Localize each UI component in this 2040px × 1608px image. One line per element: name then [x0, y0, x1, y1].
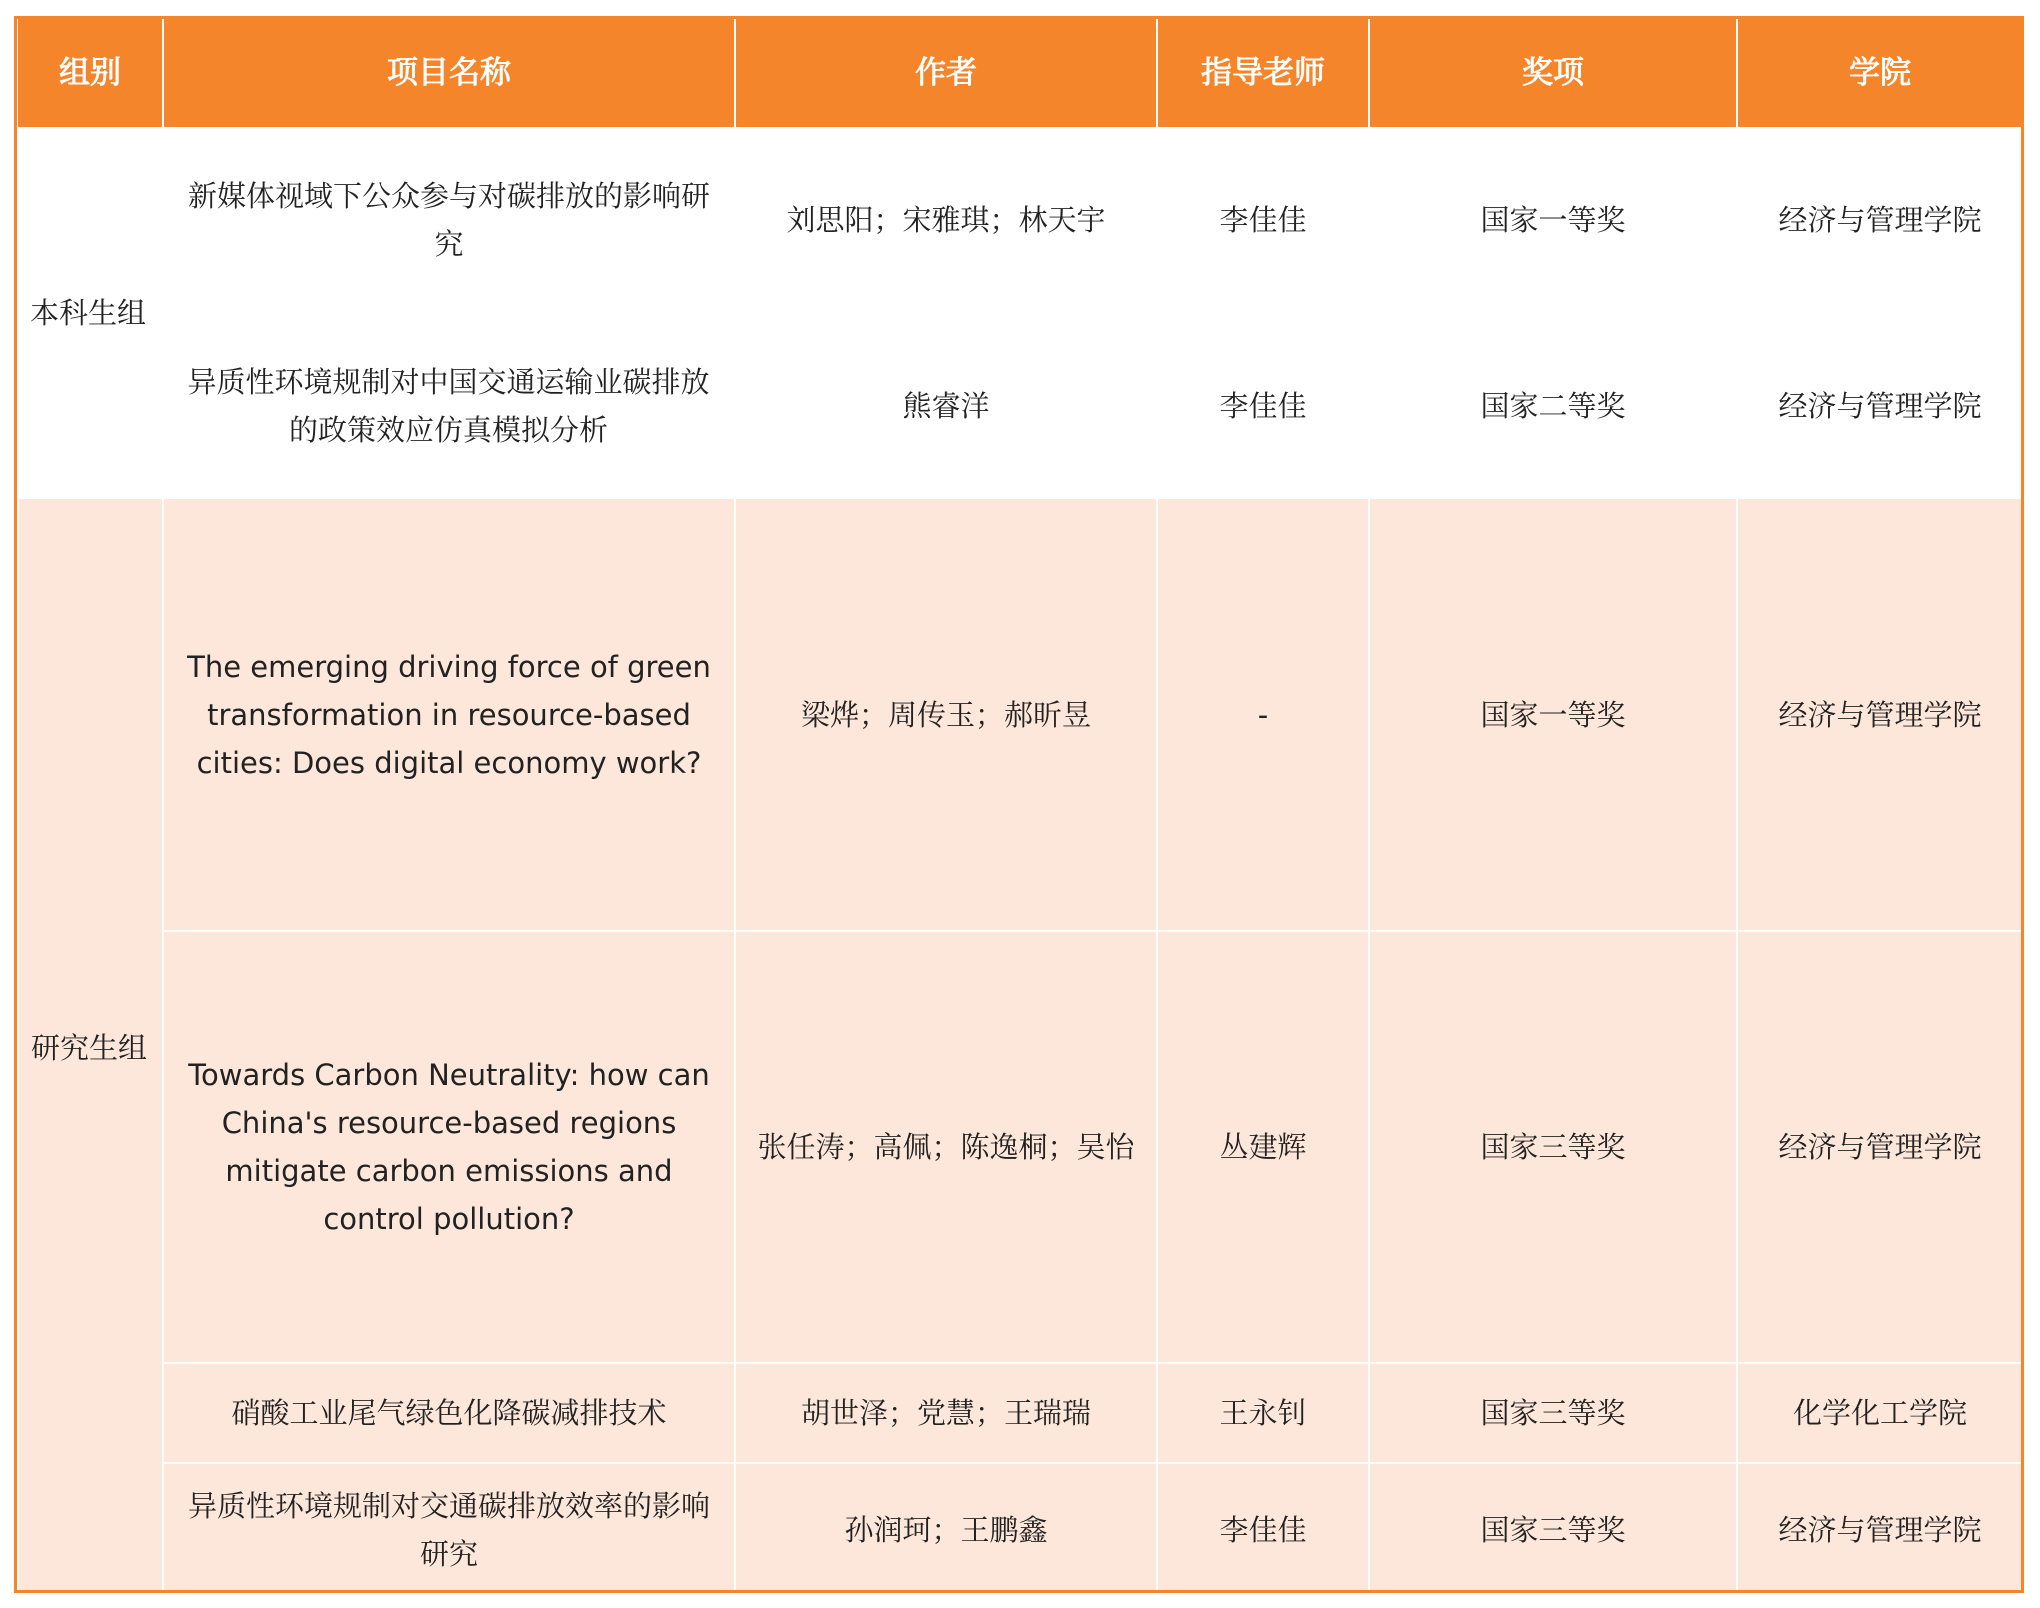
table-row	[18, 313, 2022, 499]
authors-cell: 熊睿洋	[735, 313, 1157, 499]
award-cell: 国家三等奖	[1369, 931, 1737, 1363]
authors-cell: 梁烨；周传玉；郝昕昱	[735, 499, 1157, 931]
award-cell: 国家一等奖	[1369, 127, 1737, 313]
header-project: 项目名称	[163, 19, 735, 127]
table-row	[18, 1363, 2022, 1463]
header-group: 组别	[18, 19, 163, 127]
award-cell: 国家三等奖	[1369, 1363, 1737, 1463]
school-cell: 经济与管理学院	[1737, 127, 2022, 313]
awards-table	[17, 19, 2022, 1593]
authors-cell: 张任涛；高佩；陈逸桐；吴怡	[735, 931, 1157, 1363]
table-header-row	[18, 19, 2022, 127]
advisor-cell: -	[1157, 499, 1369, 931]
awards-table-container	[14, 16, 2024, 1593]
authors-cell: 孙润珂；王鹏鑫	[735, 1463, 1157, 1593]
award-cell: 国家一等奖	[1369, 499, 1737, 931]
school-cell: 经济与管理学院	[1737, 499, 2022, 931]
authors-cell: 刘思阳；宋雅琪；林天宇	[735, 127, 1157, 313]
advisor-cell: 王永钊	[1157, 1363, 1369, 1463]
school-cell: 经济与管理学院	[1737, 1463, 2022, 1593]
project-cell: The emerging driving force of green transformation in resource-based cities: Does digital economy work?	[163, 499, 735, 931]
table-row	[18, 1463, 2022, 1593]
table-row	[18, 127, 2022, 313]
project-cell: 异质性环境规制对交通碳排放效率的影响研究	[163, 1463, 735, 1593]
header-advisor: 指导老师	[1157, 19, 1369, 127]
header-authors: 作者	[735, 19, 1157, 127]
table-row	[18, 499, 2022, 931]
project-cell: 异质性环境规制对中国交通运输业碳排放的政策效应仿真模拟分析	[163, 313, 735, 499]
group-cell-grad: 研究生组	[18, 499, 163, 1593]
advisor-cell: 李佳佳	[1157, 127, 1369, 313]
school-cell: 经济与管理学院	[1737, 931, 2022, 1363]
header-award: 奖项	[1369, 19, 1737, 127]
project-cell: 硝酸工业尾气绿色化降碳减排技术	[163, 1363, 735, 1463]
school-cell: 经济与管理学院	[1737, 313, 2022, 499]
project-cell: Towards Carbon Neutrality: how can China's resource-based regions mitigate carbon emissions and control pollution?	[163, 931, 735, 1363]
authors-cell: 胡世泽；党慧；王瑞瑞	[735, 1363, 1157, 1463]
project-cell: 新媒体视域下公众参与对碳排放的影响研究	[163, 127, 735, 313]
advisor-cell: 李佳佳	[1157, 313, 1369, 499]
table-row	[18, 931, 2022, 1363]
group-cell-undergrad: 本科生组	[18, 127, 163, 499]
award-cell: 国家二等奖	[1369, 313, 1737, 499]
school-cell: 化学化工学院	[1737, 1363, 2022, 1463]
advisor-cell: 李佳佳	[1157, 1463, 1369, 1593]
advisor-cell: 丛建辉	[1157, 931, 1369, 1363]
award-cell: 国家三等奖	[1369, 1463, 1737, 1593]
header-school: 学院	[1737, 19, 2022, 127]
